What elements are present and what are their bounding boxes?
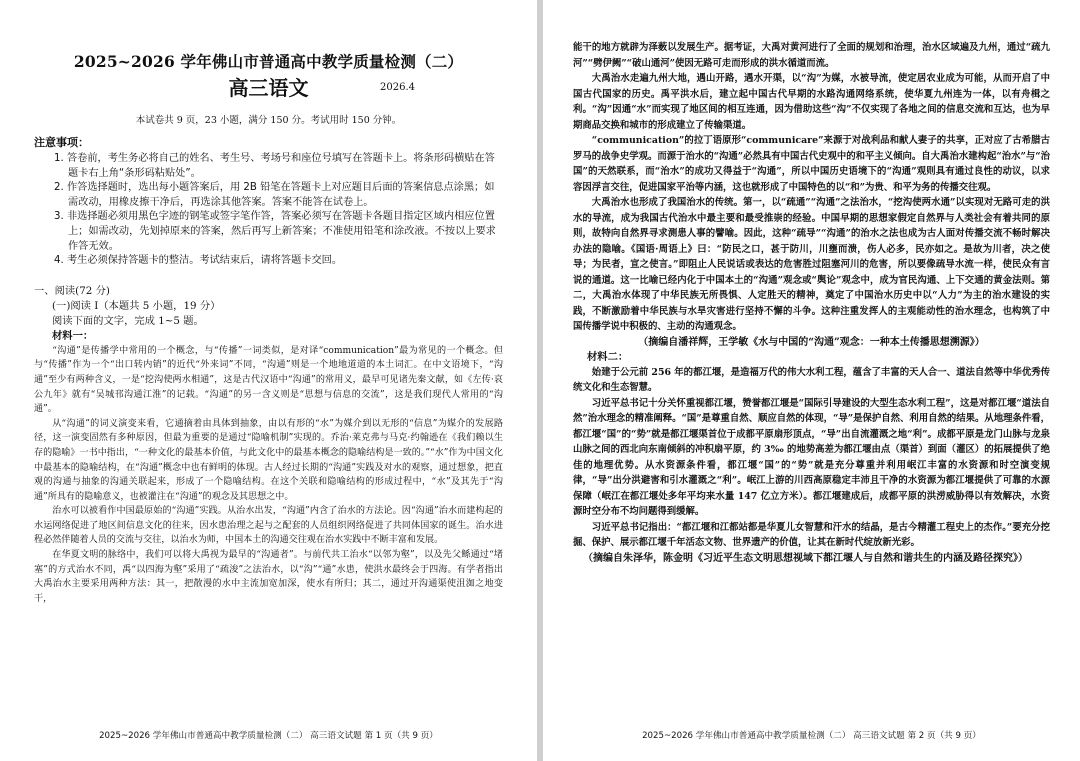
passage-paragraph: 大禹治水也形成了我国治水的传统。第一，以“疏通”“沟通”之法治水，“挖沟使两水通”以实现对无路可走的洪水的导流，成为我国古代治水中最主要和最受推崇的经验。中国早期的思想家假定自然界与人类社会有着共同的原则，故特向自然界寻求测患人事的譬喻。因此，这种“疏导”“沟通”的治水之法也成为古人面对传播交流不畅时解决办法的隐喻。《国语·周语上》曰：“防民之口，甚于防川，川壅而溃，伤人必多，民亦如之。是故为川者，决之使导；为民者，宣之使言。”即阻止人民说话或表达的危害胜过阻塞河川的危害，所以要像疏导水流一样，使民众有言说的通道。这一比喻已经内化于中国本土的“沟通”观念或“舆论”观念中，成为官民沟通、上下交通的黄金法则。第二，大禹治水体现了中华民族无所畏惧、人定胜天的精神，奠定了中国治水历史中以“人力”为主的治水建设的实践，不断激励着中华民族与水旱灾害进行坚持不懈的斗争。这种注重发挥人的主观能动性的治水理念，也构筑了中国传播学说中积极的、主动的沟通观念。 <box>573 197 1050 332</box>
exam-date: 2026.4 <box>380 82 415 93</box>
instruction: 阅读下面的文字，完成 1~5 题。 <box>52 314 204 327</box>
notes-title: 注意事项： <box>34 136 89 149</box>
exam-page-2 <box>543 0 1080 761</box>
note-item: 3. 非选择题必须用黑色字迹的钢笔或签字笔作答，答案必须写在答题卡各题目指定区域内相应位置上；如需改动，先划掉原来的答案，然后再写上新答案；不准使用铅笔和涂改液。不按以上要求作答无效。 <box>54 211 496 252</box>
passage-paragraph: 从“沟通”的词义演变来看，它通摘着由具体到抽象，由以有形的“水”为媒介到以无形的“信息”为媒介的发展路径，这一演变固然有多种原因，但最为重要的是通过“隐喻机制”实现的。乔治·莱克弗与马克·约翰逊在《我们赖以生存的隐喻》一书中指出，“一种文化的最基本价值，与此文化中的最基本概念的隐喻结构是一致的。”“水”作为中国文化中最基本的隐喻结构，在“沟通”概念中也有鲜明的体现。古人经过长期的“沟通”实践及对水的观察，通过想象，把直观的沟通与抽象的沟通关联起来，形成了一个隐喻结构。在这个关联和隐喻结构的形成过程中，“水”及其先于“沟通”所具有的隐喻意义，也被灌注在“沟通”的观念及其思想之中。 <box>34 418 503 502</box>
exam-title: 2025~2026 学年佛山市普通高中教学质量检测（二） <box>73 52 464 71</box>
material-label: 材料一： <box>52 329 94 342</box>
passage-paragraph: 大禹治水走遍九州大地，遇山开路，遇水开渠，以“沟”为媒，水被导流，使定居农业成为可能，从而开启了中国古代国家的历史。禹平洪水后，建立起中国古代早期的水路沟通网络系统，使华夏九州连为一体，以有舟楫之利。“沟”因通“水”而实现了地区间的相互连通，因为借助这些“沟”不仅实现了各地之间的信息交流和互达，也为早期商品交换和城市的形成建立了传输渠道。 <box>573 73 1050 131</box>
passage-paragraph: 始建于公元前 256 年的都江堰，是造福万代的伟大水利工程，蕴含了丰富的天人合一、道法自然等中华优秀传统文化和生态智慧。 <box>573 366 1050 393</box>
section-heading: 一、阅读(72 分) <box>34 284 110 297</box>
passage-paragraph: 治水可以被看作中国最原始的“沟通”实践。从治水出发，“沟通”内含了治水的方法论。因“沟通”治水而建构起的水运网络促进了地区间信息文化的往来，因水患治理之起与之配套的人员组织网络促进了共同体国家的诞生。治水进程必然伴随着人员的交流与交往，以治水为师，中国本土的沟通交往观在治水实践中不断丰富和发展。 <box>34 506 503 546</box>
passage-paragraph: 在华夏文明的脉络中，我们可以将大禹视为最早的“沟通者”。与前代共工治水“以邻为壑”，以及先父鲧通过“堵塞”的方式治水不同，禹“以四海为壑”采用了“疏浚”之法治水，以“沟”“通”水患，使洪水最终会于四海。有学者指出大禹治水主要采用两种方法：其一，把散漫的水中主流加宽加深，使水有所归；其二，通过开沟通渠使沮洳之地变干， <box>34 550 503 604</box>
material-label: 材料二： <box>587 350 629 363</box>
exam-page-1 <box>0 0 537 761</box>
subject-title: 高三语文 <box>228 76 309 100</box>
exam-info: 本试卷共 9 页，23 小题，满分 150 分。考试用时 150 分钟。 <box>135 115 402 126</box>
note-item: 4. 考生必须保持答题卡的整洁。考试结束后，请将答题卡交回。 <box>54 255 343 267</box>
source-citation: （摘编自潘祥辉，王学敏《水与中国的“沟通”观念：一种本土传播思想溯源》） <box>638 336 985 348</box>
subsection-heading: (一)阅读 I（本题共 5 小题，19 分） <box>52 299 221 312</box>
page-footer: 2025~2026 学年佛山市普通高中教学质量检测（二） 高三语文试题 第 1 页（共 9 页） <box>99 731 438 741</box>
passage-paragraph: 能干的地方就辟为泽薮以发展生产。据考证，大禹对黄河进行了全面的规划和治理，治水区域遍及九州，通过“疏九河”“劈伊阙”“破山通河”使因无路可走而形成的洪水循道而流。 <box>573 42 1050 69</box>
source-citation: （摘编自朱泽华，陈金明《习近平生态文明思想视域下都江堰人与自然和谐共生的内涵及路径探究》） <box>583 552 1028 564</box>
note-item: 2. 作答选择题时，选出每小题答案后，用 2B 铅笔在答题卡上对应题目后面的答案信息点涂黑；如需改动，用橡皮擦干净后，再选涂其他答案。答案不能答在试卷上。 <box>54 182 495 208</box>
passage-paragraph: “沟通”是传播学中常用的一个概念，与“传播”一词类似，是对译“communication”最为常见的一个概念。但与“传播”作为一个“出口转内销”的近代“外来词”不同，“沟通”则是一个地地道道的本土词汇。在中文语境下，“沟通”至少有两种含义，一是“挖沟使两水相通”，这是古代汉语中“沟通”的常用义，最早可见诸先秦文献，如《左传·哀公九年》就有“吴城邗沟通江淮”的记载。“沟通”的另一含义则是“思想与信息的交流”，这是我们现代人常用的“沟通”。 <box>34 345 503 415</box>
passage-paragraph: 习近平总书记十分关怀重视都江堰，赞誉都江堰是“国际引导建设的大型生态水利工程”，这是对都江堰“道法自然”治水理念的精准阐释。“国”是尊重自然、顺应自然的体现，“导”是保护自然、利用自然的结果。从地理条件看，都江堰“国”的“势”就是都江堰渠首位于成都平原扇形顶点，“导”出自流灌溉之地“利”。成都平原是龙门山脉与龙泉山脉之间的西北向东南倾斜的冲积扇平原，约 3‰ 的地势高差为都江堰由点（渠首）到面（灌区）的拓展提供了绝佳的地理优势。从水资源条件看，都江堰“国”的“势”就是充分尊重并利用岷江丰富的水资源和时空演变规律，“导”出分洪避害和引水灌溉之“利”。岷江上游的川西高原稳定丰沛且干净的水资源为都江堰提供了可靠的水源保障（岷江在都江堰处多年平均来水量 147 亿立方米）。都江堰建成后，成都平原的洪涝威胁得以有效解决，水资源时空分布不均问题得到缓解。 <box>573 397 1050 517</box>
subject-row <box>34 74 503 102</box>
note-item: 1. 答卷前，考生务必将自己的姓名、考生号、考场号和座位号填写在答题卡上。将条形码横贴在答题卡右上角“条形码粘贴处”。 <box>54 153 495 179</box>
notes-list <box>34 152 503 269</box>
passage-paragraph: “communication”的拉丁语原形“communicare”来源于对战利品和献人妻子的共享，正对应了古希腊古罗马的战争史学观。而源于治水的“沟通”必然具有中国古代史观中的和平主义倾向。自大禹治水建构起“治水”与“治国”的天然联系，而“治水”的成功又得益于“沟通”，所以中国历史语境下的“沟通”观则具有通过良性的动议，以求容因浮言交往，促进国家平治等内涵，这也就形成了中国特色的以“和”为贵、和平为务的传播交往观。 <box>573 135 1050 193</box>
page-footer: 2025~2026 学年佛山市普通高中教学质量检测（二） 高三语文试题 第 2 页（共 9 页） <box>642 731 981 741</box>
passage-paragraph: 习近平总书记指出：“都江堰和江都站都是华夏儿女智慧和汗水的结晶，是古今精灌工程史上的杰作。”要充分挖掘、保护、展示都江堰千年活态文物、世界遗产的价值，让其在新时代绽放新光彩。 <box>573 521 1050 548</box>
